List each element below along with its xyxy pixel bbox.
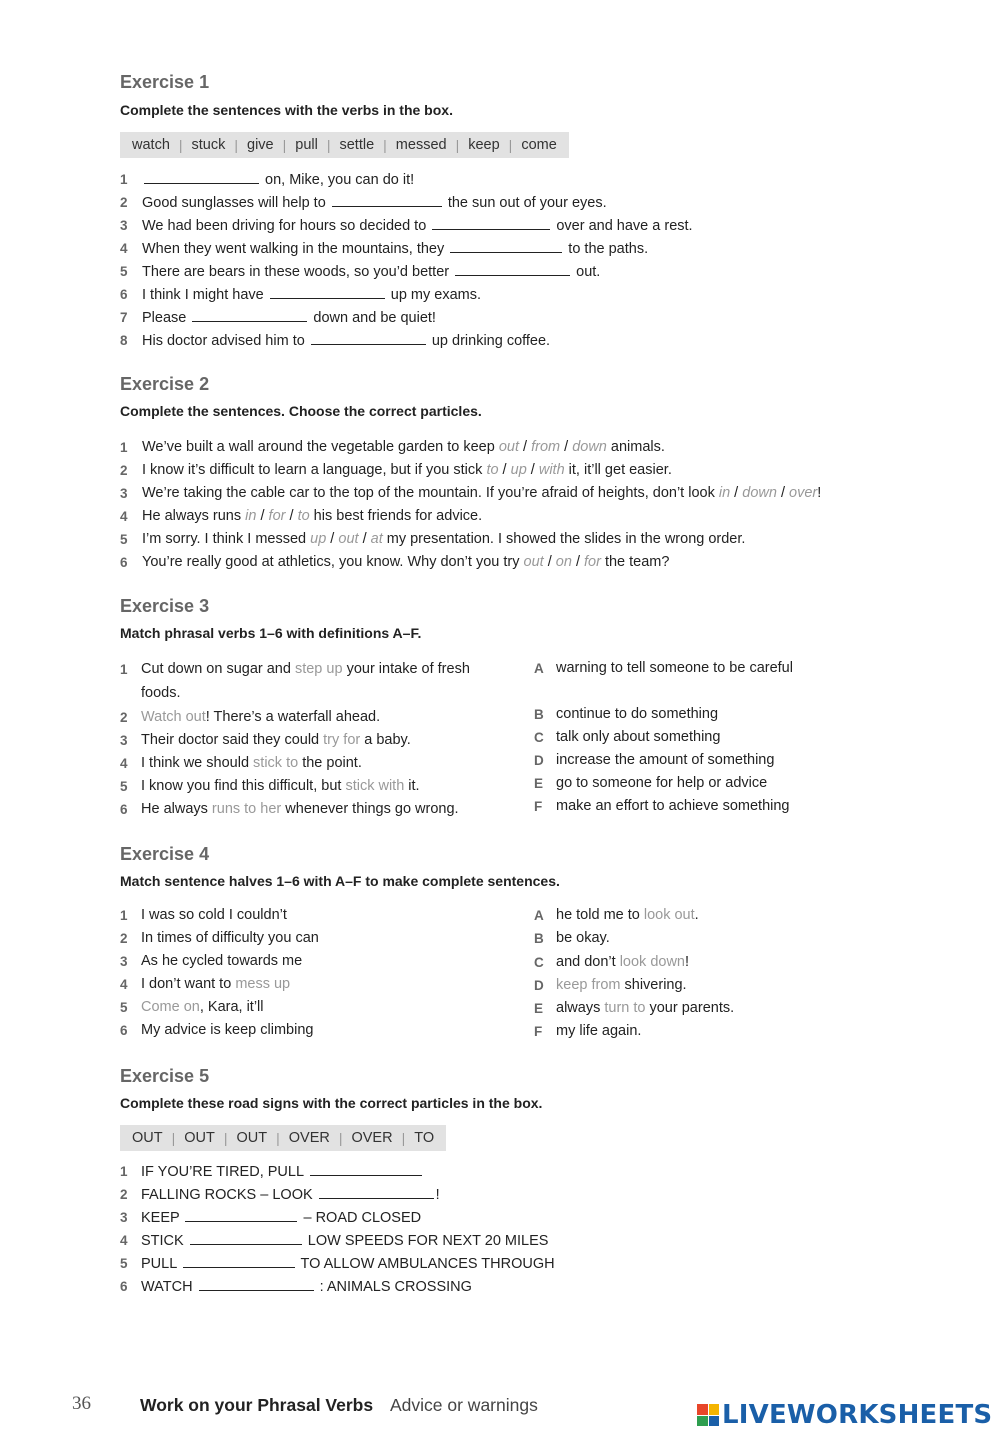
particle-option[interactable]: on	[555, 554, 572, 570]
sentence-end: down and be quiet!	[309, 310, 436, 326]
exercise-2-sentence	[142, 508, 482, 524]
phrasal-verb: Come on	[141, 999, 200, 1015]
exercise-4-right-item[interactable]	[556, 1000, 734, 1016]
option-separator: /	[498, 462, 511, 478]
word-box-item: OVER	[288, 1130, 330, 1146]
page-number: 36	[72, 1393, 91, 1414]
item-number: 6	[120, 287, 128, 302]
text: the point.	[298, 755, 362, 771]
exercise-3-right-item[interactable]	[556, 660, 793, 676]
exercise-1-sentence	[142, 171, 414, 188]
sentence-end: on, Mike, you can do it!	[261, 172, 415, 188]
option-separator: /	[285, 508, 298, 524]
option-separator: /	[730, 485, 743, 501]
text: your intake of fresh	[342, 661, 470, 677]
word-box-separator: |	[508, 137, 513, 153]
text: ! There’s a waterfall ahead.	[205, 709, 381, 725]
text: warning to tell someone to be careful	[556, 660, 793, 676]
item-letter: D	[534, 753, 544, 768]
answer-blank[interactable]	[183, 1255, 295, 1268]
text: Their doctor said they could	[141, 732, 324, 748]
exercise-3-title: Exercise 3	[120, 596, 210, 616]
exercise-3-left-item[interactable]	[141, 709, 380, 725]
item-letter: D	[534, 978, 544, 993]
particle-option[interactable]: over	[789, 485, 818, 501]
text: increase the amount of something	[556, 752, 775, 768]
sentence-start: There are bears in these woods, so you’d better	[142, 264, 454, 280]
exercise-4-right-item[interactable]	[556, 977, 687, 993]
exercise-4-instruction: Match sentence halves 1–6 with A–F to make complete sentences.	[120, 873, 560, 889]
word-box-item: TO	[414, 1130, 435, 1146]
text: your parents.	[645, 1000, 735, 1016]
sign-start: PULL	[141, 1256, 181, 1272]
answer-blank[interactable]	[190, 1232, 302, 1245]
exercise-4-left-item[interactable]	[141, 976, 290, 992]
item-number: 3	[120, 218, 128, 233]
word-box-separator: |	[383, 137, 387, 153]
text: continue to do something	[556, 706, 719, 722]
answer-blank[interactable]	[270, 286, 385, 299]
exercise-3-right-item[interactable]	[556, 775, 767, 791]
answer-blank[interactable]	[144, 171, 259, 184]
item-letter: F	[534, 1024, 543, 1039]
item-letter: C	[534, 955, 544, 970]
text: be okay.	[556, 930, 610, 946]
exercise-5-sign	[141, 1255, 555, 1272]
text: whenever things go wrong.	[281, 801, 459, 817]
particle-option[interactable]: up	[310, 531, 327, 547]
sentence-start: I think I might have	[142, 287, 268, 303]
word-box-item: OUT	[236, 1130, 268, 1146]
sentence-start: Good sunglasses will help to	[142, 195, 330, 211]
item-number: 2	[120, 710, 128, 725]
item-number: 6	[120, 555, 128, 570]
phrasal-verb: stick with	[345, 778, 405, 794]
text: make an effort to achieve something	[556, 798, 790, 814]
exercise-1-sentence	[142, 217, 693, 234]
sign-start: IF YOU’RE TIRED, PULL	[141, 1164, 308, 1180]
word-box-item: OUT	[184, 1130, 215, 1146]
answer-blank[interactable]	[310, 1163, 422, 1176]
text: In times of difficulty you can	[141, 930, 319, 946]
item-number: 1	[120, 1164, 128, 1179]
particle-option[interactable]: for	[268, 508, 286, 524]
option-separator: /	[526, 462, 539, 478]
exercise-1-sentence	[142, 263, 600, 280]
exercise-2-sentence	[142, 554, 669, 570]
footer-book-title: Work on your Phrasal Verbs	[140, 1395, 374, 1415]
text: I know you find this difficult, but	[141, 778, 346, 794]
item-number: 6	[120, 802, 128, 817]
item-number: 4	[120, 977, 128, 992]
exercise-3-instruction: Match phrasal verbs 1–6 with definitions A–F.	[120, 625, 422, 641]
sentence-end: over and have a rest.	[552, 218, 693, 234]
word-box-item: watch	[132, 137, 170, 153]
sentence-end: up drinking coffee.	[427, 333, 551, 349]
exercise-2-title: Exercise 2	[120, 374, 210, 394]
text: As he cycled towards me	[141, 953, 303, 969]
item-number: 1	[120, 662, 128, 677]
item-number: 5	[120, 1256, 128, 1271]
particle-option[interactable]: in	[718, 485, 731, 501]
answer-blank[interactable]	[455, 263, 570, 276]
item-number: 2	[120, 1187, 128, 1202]
phrasal-verb: look out	[643, 907, 695, 923]
word-box-item: OVER	[351, 1130, 393, 1146]
phrasal-verb: turn to	[604, 1000, 646, 1016]
particle-option[interactable]: from	[531, 439, 561, 455]
word-box-item: come	[521, 137, 557, 153]
sign-start: KEEP	[141, 1210, 184, 1226]
word-box-separator: |	[401, 1130, 406, 1146]
particle-option[interactable]: for	[584, 554, 601, 570]
text: talk only about something	[556, 729, 721, 745]
word-box-item: pull	[295, 137, 318, 153]
item-number: 5	[120, 532, 128, 547]
option-separator: /	[543, 554, 556, 570]
particle-option[interactable]: at	[370, 531, 383, 547]
exercise-3-left-item-continued: foods.	[141, 685, 181, 701]
exercise-4-right-item[interactable]	[556, 930, 610, 946]
exercise-5-sign	[141, 1232, 548, 1249]
word-box-separator: |	[338, 1130, 343, 1146]
exercise-4-right-item[interactable]	[556, 954, 689, 970]
text: , Kara, it’ll	[199, 999, 264, 1015]
phrasal-verb: step up	[294, 661, 343, 677]
sentence-end: the team?	[600, 554, 670, 570]
phrasal-verb: keep from	[556, 977, 621, 993]
word-box-item: settle	[339, 137, 375, 153]
exercise-4-left-item[interactable]	[141, 930, 319, 946]
particle-option[interactable]: up	[510, 462, 527, 478]
sign-end: LOW SPEEDS FOR NEXT 20 MILES	[303, 1233, 549, 1249]
text: go to someone for help or advice	[556, 775, 768, 791]
text: !	[685, 954, 690, 970]
answer-blank[interactable]	[319, 1186, 434, 1199]
word-box-separator: |	[276, 1130, 280, 1146]
phrasal-verb: stick to	[253, 755, 299, 771]
sentence-start: When they went walking in the mountains, they	[142, 241, 449, 257]
exercise-1-sentence	[142, 194, 607, 211]
item-number: 5	[120, 264, 128, 279]
exercise-1-sentence	[142, 240, 648, 257]
sentence-start: Please	[142, 310, 191, 326]
word-box-separator: |	[234, 137, 239, 153]
exercise-3-right-item[interactable]	[556, 752, 774, 768]
exercise-1-word-box	[120, 132, 569, 158]
answer-blank[interactable]	[185, 1209, 297, 1222]
exercise-5-sign	[141, 1186, 440, 1203]
item-number: 6	[120, 1279, 128, 1294]
sentence-end: my presentation. I showed the slides in the wrong order.	[382, 531, 746, 547]
text: and don’t	[556, 954, 620, 970]
answer-blank[interactable]	[432, 217, 550, 230]
word-box-item: messed	[395, 137, 447, 153]
exercise-4-left-item[interactable]	[141, 907, 287, 923]
phrasal-verb: try for	[323, 732, 361, 748]
item-number: 2	[120, 463, 128, 478]
text: Cut down on sugar and	[141, 661, 295, 677]
particle-option[interactable]: to	[486, 462, 499, 478]
option-separator: /	[358, 531, 371, 547]
exercise-4-left-item[interactable]	[141, 953, 302, 969]
item-number: 5	[120, 779, 128, 794]
item-number: 3	[120, 954, 128, 969]
sentence-start: His doctor advised him to	[142, 333, 309, 349]
exercise-5-sign	[141, 1163, 424, 1180]
sign-end: TO ALLOW AMBULANCES THROUGH	[296, 1256, 555, 1272]
exercise-3-left-item[interactable]	[141, 755, 362, 771]
item-number: 3	[120, 486, 128, 501]
exercise-2-sentence	[142, 485, 821, 501]
particle-option[interactable]: down	[572, 439, 607, 455]
phrasal-verb: mess up	[235, 976, 291, 992]
option-separator: /	[776, 485, 790, 501]
word-box-item: stuck	[191, 137, 226, 153]
word-box-separator: |	[223, 1130, 228, 1146]
word-box-separator: |	[171, 1130, 176, 1146]
option-separator: /	[256, 508, 269, 524]
phrasal-verb: Watch out	[141, 709, 206, 725]
sentence-end: it, it’ll get easier.	[564, 462, 672, 478]
item-letter: A	[534, 908, 544, 923]
footer-unit-title: Advice or warnings	[390, 1395, 538, 1415]
item-number: 4	[120, 509, 128, 524]
sentence-end: the sun out of your eyes.	[443, 195, 607, 211]
item-number: 3	[120, 1210, 128, 1225]
exercise-1-title: Exercise 1	[120, 72, 210, 92]
sign-start: FALLING ROCKS – LOOK	[141, 1187, 317, 1203]
exercise-1-sentence	[142, 309, 436, 326]
exercise-4-left-item[interactable]	[141, 1022, 313, 1038]
text: always	[556, 1000, 605, 1016]
exercise-3-left-item[interactable]	[141, 778, 420, 794]
item-number: 4	[120, 756, 128, 771]
item-number: 1	[120, 172, 128, 187]
exercise-3-left-item[interactable]	[141, 661, 470, 677]
phrasal-verb: runs to her	[211, 801, 282, 817]
option-separator: /	[326, 531, 339, 547]
exercise-3-right-item[interactable]	[556, 729, 720, 745]
item-letter: B	[534, 931, 544, 946]
word-box-separator: |	[455, 137, 460, 153]
sign-start: STICK	[141, 1233, 188, 1249]
particle-option[interactable]: down	[742, 485, 777, 501]
text: I think we should	[141, 755, 254, 771]
exercise-5-instruction: Complete these road signs with the correct particles in the box.	[120, 1095, 543, 1111]
item-number: 2	[120, 195, 128, 210]
text: He always	[141, 801, 212, 817]
text: he told me to	[556, 907, 644, 923]
text: My advice is keep climbing	[141, 1022, 314, 1038]
text: shivering.	[620, 977, 687, 993]
item-number: 6	[120, 1023, 128, 1038]
word-box-separator: |	[282, 137, 287, 153]
sentence-end: to the paths.	[564, 241, 649, 257]
sign-end: !	[435, 1187, 440, 1203]
text: my life again.	[556, 1023, 642, 1039]
text: a baby.	[360, 732, 411, 748]
sentence-start: We’re taking the cable car to the top of the mountain. If you’re afraid of heights, don’t look	[142, 485, 719, 501]
particle-option[interactable]: with	[538, 462, 565, 478]
item-number: 7	[120, 310, 128, 325]
exercise-4-right-item[interactable]	[556, 907, 699, 923]
sign-start: WATCH	[141, 1279, 197, 1295]
item-number: 1	[120, 440, 128, 455]
answer-blank[interactable]	[192, 309, 307, 322]
exercise-5-title: Exercise 5	[120, 1066, 210, 1086]
sentence-start: You’re really good at athletics, you know. Why don’t you try	[142, 554, 524, 570]
word-box-separator: |	[178, 137, 183, 153]
exercise-1-instruction: Complete the sentences with the verbs in the box.	[120, 102, 453, 118]
answer-blank[interactable]	[450, 240, 562, 253]
answer-blank[interactable]	[311, 332, 426, 345]
exercise-5-sign	[141, 1278, 472, 1295]
exercise-3-left-item[interactable]	[141, 801, 459, 817]
item-number: 3	[120, 733, 128, 748]
exercise-5-sign	[141, 1209, 421, 1226]
item-letter: B	[534, 707, 544, 722]
sentence-start: I’m sorry. I think I messed	[142, 531, 311, 547]
text: I don’t want to	[141, 976, 236, 992]
text: it.	[404, 778, 420, 794]
sentence-end: animals.	[606, 439, 665, 455]
sentence-end: !	[817, 485, 822, 501]
sentence-end: up my exams.	[386, 287, 482, 303]
exercise-3-right-item[interactable]	[556, 798, 789, 814]
exercise-4-left-item[interactable]	[141, 999, 264, 1015]
particle-option[interactable]: out	[338, 531, 359, 547]
exercise-2-sentence	[142, 462, 672, 478]
particle-option[interactable]: out	[498, 439, 520, 455]
option-separator: /	[519, 439, 532, 455]
sentence-end: his best friends for advice.	[309, 508, 483, 524]
word-box-separator: |	[326, 137, 331, 153]
exercise-2-sentence	[142, 439, 665, 455]
liveworksheets-logo-text: LIVEWORKSHEETS	[722, 1400, 993, 1430]
item-number: 2	[120, 931, 128, 946]
text: I was so cold I couldn’t	[141, 907, 287, 923]
option-separator: /	[571, 554, 585, 570]
exercise-2-instruction: Complete the sentences. Choose the correct particles.	[120, 403, 482, 419]
exercise-5-word-box	[120, 1125, 446, 1151]
item-letter: F	[534, 799, 543, 814]
word-box-item: OUT	[132, 1130, 163, 1146]
liveworksheets-logo-icon	[697, 1404, 719, 1426]
item-number: 4	[120, 1233, 128, 1248]
word-box-item: keep	[468, 137, 500, 153]
answer-blank[interactable]	[332, 194, 442, 207]
text: .	[694, 907, 699, 923]
item-letter: E	[534, 776, 544, 791]
sign-end: : ANIMALS CROSSING	[315, 1279, 472, 1295]
item-number: 5	[120, 1000, 128, 1015]
sentence-start: We had been driving for hours so decided to	[142, 218, 431, 234]
sentence-start: He always runs	[142, 508, 246, 524]
item-letter: A	[534, 661, 544, 676]
particle-option[interactable]: in	[245, 508, 257, 524]
exercise-1-sentence	[142, 332, 550, 349]
sentence-start: We’ve built a wall around the vegetable garden to keep	[142, 439, 499, 455]
exercise-3-left-item[interactable]	[141, 732, 411, 748]
item-number: 8	[120, 333, 128, 348]
item-number: 1	[120, 908, 128, 923]
sentence-start: I know it’s difficult to learn a language, but if you stick	[142, 462, 487, 478]
exercise-2-sentence	[142, 531, 745, 547]
answer-blank[interactable]	[199, 1278, 314, 1291]
word-box-item: give	[247, 137, 274, 153]
liveworksheets-logo	[697, 1400, 992, 1430]
exercise-1-sentence	[142, 286, 481, 303]
particle-option[interactable]: to	[297, 508, 310, 524]
item-letter: E	[534, 1001, 544, 1016]
sign-end: – ROAD CLOSED	[299, 1210, 422, 1226]
particle-option[interactable]: out	[523, 554, 544, 570]
exercise-3-right-item[interactable]	[556, 706, 718, 722]
phrasal-verb: look down	[619, 954, 685, 970]
sentence-end: out.	[572, 264, 601, 280]
exercise-4-title: Exercise 4	[120, 844, 210, 864]
exercise-4-right-item[interactable]	[556, 1023, 641, 1039]
option-separator: /	[560, 439, 573, 455]
item-number: 4	[120, 241, 128, 256]
item-letter: C	[534, 730, 544, 745]
